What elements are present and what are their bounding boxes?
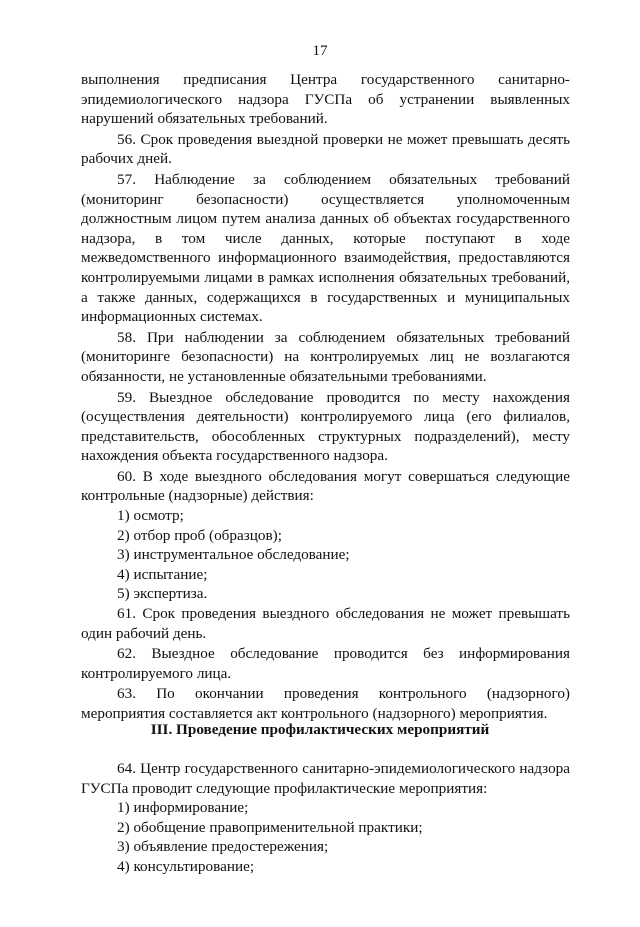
paragraph-57: 57. Наблюдение за соблюдением обязательных требований (мониторинг безопасности) осуществляется уполномоченным должностным лицом путем анализа данных об объектах государственного надзора, в том числе данных, которые поступают в ходе межведомственного информационного взаимодействия, предоставляются контролируемыми лицами в рамках исполнения обязательных требований, а также данных, содержащихся в государственных и муниципальных информационных системах. [81, 170, 570, 326]
paragraph-58: 58. При наблюдении за соблюдением обязательных требований (мониторинге безопасности) на контролируемых лиц не возлагаются обязанности, не установленные обязательными требованиями. [81, 328, 570, 385]
paragraph-59: 59. Выездное обследование проводится по месту нахождения (осуществления деятельности) контролируемого лица (его филиалов, представительств, обособленных структурных подразделений), месту нахождения объекта государственного надзора. [81, 388, 570, 465]
paragraph-62: 62. Выездное обследование проводится без информирования контролируемого лица. [81, 645, 570, 682]
paragraph-63: 63. По окончании проведения контрольного (надзорного) мероприятия составляется акт контрольного (надзорного) мероприятия. [81, 685, 570, 722]
section-heading: III. Проведение профилактических мероприятий [150, 721, 490, 738]
body-text-bottom [81, 759, 570, 877]
page-number: 17 [312, 43, 328, 59]
list-item: 2) отбор проб (образцов); [117, 526, 282, 544]
paragraph-64: 64. Центр государственного санитарно-эпидемиологического надзора ГУСПа проводит следующие профилактические мероприятия: [81, 760, 570, 797]
body-text-top [81, 70, 570, 724]
paragraph-56: 56. Срок проведения выездной проверки не может превышать десять рабочих дней. [81, 130, 570, 168]
list-item: 4) испытание; [117, 565, 208, 583]
paragraph-continuation: выполнения предписания Центра государственного санитарно-эпидемиологического надзора ГУСПа об устранении выявленных нарушений обязательных требований. [81, 71, 570, 128]
list-item: 3) инструментальное обследование; [117, 546, 350, 564]
list-item: 4) консультирование; [117, 857, 255, 875]
paragraph-61: 61. Срок проведения выездного обследования не может превышать один рабочий день. [81, 605, 570, 642]
list-item: 1) осмотр; [117, 507, 184, 525]
list-item: 5) экспертиза. [117, 585, 208, 603]
paragraph-60: 60. В ходе выездного обследования могут совершаться следующие контрольные (надзорные) действия: [81, 467, 570, 505]
list-item: 1) информирование; [117, 799, 249, 817]
list-item: 3) объявление предостережения; [117, 838, 329, 856]
list-item: 2) обобщение правоприменительной практики; [117, 818, 423, 836]
